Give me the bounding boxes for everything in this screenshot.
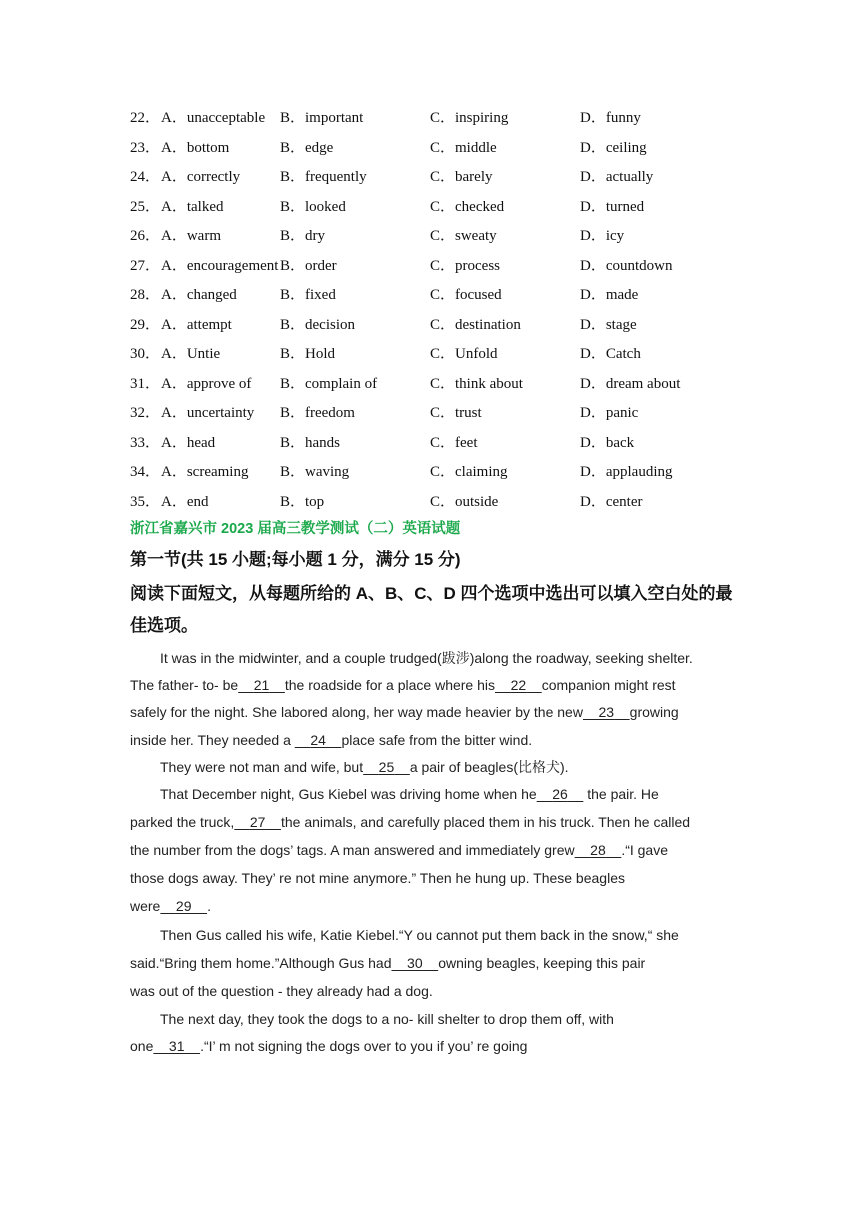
passage-text: parked the truck, — [130, 814, 235, 831]
option-b: B．looked — [280, 198, 346, 215]
option-a: A．Untie — [161, 346, 221, 362]
option-d: D．actually — [580, 169, 654, 185]
option-b: B．waving — [280, 464, 350, 480]
passage-text: The father- to- be — [130, 677, 239, 694]
option-a: A．bottom — [161, 139, 230, 156]
passage-text: said.“Bring them home.”Although Gus had — [130, 955, 392, 972]
question-number: 23． — [130, 139, 161, 156]
option-row — [130, 132, 770, 162]
passage-line — [130, 978, 735, 1005]
option-d: D．Catch — [580, 346, 641, 362]
section-title: 第一节(共 15 小题;每小题 1 分，满分 15 分) — [130, 550, 461, 569]
option-c: C．Unfold — [430, 346, 498, 362]
passage-text: the roadside for a place where his — [284, 677, 495, 694]
passage-text: owning beagles, keeping this pair — [438, 955, 646, 972]
question-number: 25． — [130, 198, 161, 215]
passage-text: the number from the dogs’ tags. A man answered and immediately grew — [130, 841, 575, 858]
question-number: 30． — [130, 346, 161, 362]
option-a: A．end — [161, 493, 209, 510]
option-c: C．trust — [430, 405, 482, 421]
option-d: D．funny — [580, 110, 641, 126]
passage-line — [130, 922, 735, 950]
passage-line — [130, 1033, 735, 1060]
option-b: B．frequently — [280, 169, 367, 185]
passage-text: safely for the night. She labored along, her way made heavier by the new — [130, 704, 583, 721]
option-b: B．hands — [280, 434, 341, 451]
option-b: B．top — [280, 493, 325, 510]
option-c: C．process — [430, 257, 500, 274]
passage-line — [130, 645, 735, 672]
option-b: B．important — [280, 110, 364, 126]
passage-text: were — [130, 898, 161, 915]
option-b: B．decision — [280, 316, 355, 333]
passage-text: one — [130, 1037, 154, 1054]
option-b: B．order — [280, 257, 337, 274]
option-row — [130, 102, 770, 132]
option-a: A．talked — [161, 198, 224, 215]
passage-line — [130, 754, 735, 781]
option-d: D．panic — [580, 405, 639, 421]
passage-text: growing — [629, 704, 679, 721]
passage-line — [130, 893, 735, 921]
option-d: D．dream about — [580, 375, 681, 392]
question-number: 29． — [130, 316, 161, 333]
option-a: A．approve of — [161, 375, 252, 392]
option-d: D．stage — [580, 316, 637, 333]
question-number: 33． — [130, 434, 161, 451]
passage-text: They were not man and wife, but — [160, 758, 364, 775]
option-b: B．dry — [280, 228, 326, 244]
option-row — [130, 161, 770, 191]
passage-text: inside her. They needed a — [130, 731, 295, 748]
question-number: 31． — [130, 375, 161, 392]
option-b: B．complain of — [280, 375, 378, 392]
blank-21: 21 — [253, 677, 270, 694]
blank-27: 27 — [249, 814, 266, 831]
option-a: A．head — [161, 434, 216, 451]
option-c: C．claiming — [430, 464, 508, 480]
blank-22: 22 — [510, 677, 527, 694]
passage-text: It was in the midwinter, and a couple trudged(跋涉)along the roadway, seeking shelter. — [160, 650, 693, 666]
option-a: A．warm — [161, 228, 221, 244]
option-c: C．inspiring — [430, 110, 509, 126]
answer-options — [130, 102, 770, 515]
passage-text: a pair of beagles(比格犬). — [409, 758, 569, 775]
question-number: 24． — [130, 169, 161, 185]
option-c: C．think about — [430, 375, 523, 392]
option-row — [130, 397, 770, 427]
reading-passage — [130, 645, 735, 1060]
passage-line — [130, 865, 735, 893]
question-number: 28． — [130, 287, 161, 303]
blank-23: 23 — [598, 704, 615, 721]
option-c: C．feet — [430, 434, 478, 451]
option-d: D．countdown — [580, 257, 673, 274]
blank-30: 30 — [407, 955, 423, 972]
option-row — [130, 486, 770, 516]
option-row — [130, 427, 770, 457]
option-b: B．fixed — [280, 287, 336, 303]
passage-text: the pair. He — [583, 785, 659, 802]
option-d: D．turned — [580, 198, 645, 215]
passage-text: That December night, Gus Kiebel was driving home when he — [160, 785, 537, 802]
option-row — [130, 279, 770, 309]
question-number: 34． — [130, 464, 161, 480]
option-row — [130, 220, 770, 250]
option-row — [130, 250, 770, 280]
passage-text: Then Gus called his wife, Katie Kiebel.“Y ou cannot put them back in the snow,“ she — [160, 926, 679, 943]
option-d: D．ceiling — [580, 139, 647, 156]
option-c: C．barely — [430, 169, 493, 185]
option-d: D．icy — [580, 228, 625, 244]
blank-25: 25 — [378, 758, 395, 775]
passage-text: was out of the question - they already had a dog. — [130, 983, 433, 1000]
passage-text: .“I’ m not signing the dogs over to you if you’ re going — [200, 1037, 528, 1054]
option-b: B．edge — [280, 139, 334, 156]
question-number: 35． — [130, 493, 161, 510]
passage-line — [130, 837, 735, 865]
blank-24: 24 — [310, 731, 326, 748]
option-d: D．made — [580, 287, 639, 303]
option-a: A．unacceptable — [161, 110, 266, 126]
passage-line — [130, 672, 735, 699]
option-row — [130, 456, 770, 486]
option-b: B．Hold — [280, 346, 336, 362]
option-row — [130, 368, 770, 398]
passage-text: companion might rest — [541, 677, 676, 694]
blank-28: 28 — [590, 841, 606, 858]
passage-text: place safe from the bitter wind. — [341, 731, 533, 748]
passage-text: the animals, and carefully placed them in his truck. Then he called — [280, 814, 691, 831]
option-row — [130, 309, 770, 339]
question-number: 26． — [130, 228, 161, 244]
option-a: A．attempt — [161, 316, 232, 333]
instructions: 阅读下面短文，从每题所给的 A、B、C、D 四个选项中选出可以填入空白处的最佳选项。 — [130, 584, 733, 635]
option-a: A．uncertainty — [161, 405, 255, 421]
passage-line — [130, 699, 735, 726]
passage-text: The next day, they took the dogs to a no- kill shelter to drop them off, with — [160, 1010, 614, 1027]
option-row — [130, 338, 770, 368]
option-b: B．freedom — [280, 405, 355, 421]
blank-26: 26 — [552, 785, 568, 802]
option-d: D．back — [580, 434, 635, 451]
passage-line — [130, 809, 735, 836]
option-c: C．focused — [430, 287, 502, 303]
passage-line — [130, 950, 735, 978]
option-a: A．screaming — [161, 464, 249, 480]
option-c: C．outside — [430, 493, 499, 510]
question-number: 22． — [130, 110, 161, 126]
question-number: 27． — [130, 257, 161, 274]
passage-text: those dogs away. They’ re not mine anymore.” Then he hung up. These beagles — [130, 869, 625, 886]
option-row — [130, 191, 770, 221]
option-c: C．destination — [430, 316, 521, 333]
option-a: A．encouragement — [161, 257, 279, 274]
option-a: A．changed — [161, 287, 237, 303]
passage-text: .“I gave — [621, 841, 669, 858]
passage-line — [130, 781, 735, 809]
passage-line — [130, 1006, 735, 1033]
passage-line — [130, 727, 735, 754]
source-title: 浙江省嘉兴市 2023 届高三教学测试（二）英语试题 — [130, 521, 461, 537]
option-d: D．applauding — [580, 464, 673, 480]
option-d: D．center — [580, 493, 643, 510]
blank-31: 31 — [168, 1037, 185, 1054]
passage-text: . — [207, 898, 211, 915]
option-c: C．sweaty — [430, 228, 497, 244]
option-c: C．checked — [430, 198, 505, 215]
option-a: A．correctly — [161, 169, 241, 185]
option-c: C．middle — [430, 139, 497, 156]
blank-29: 29 — [175, 898, 192, 915]
question-number: 32． — [130, 405, 161, 421]
